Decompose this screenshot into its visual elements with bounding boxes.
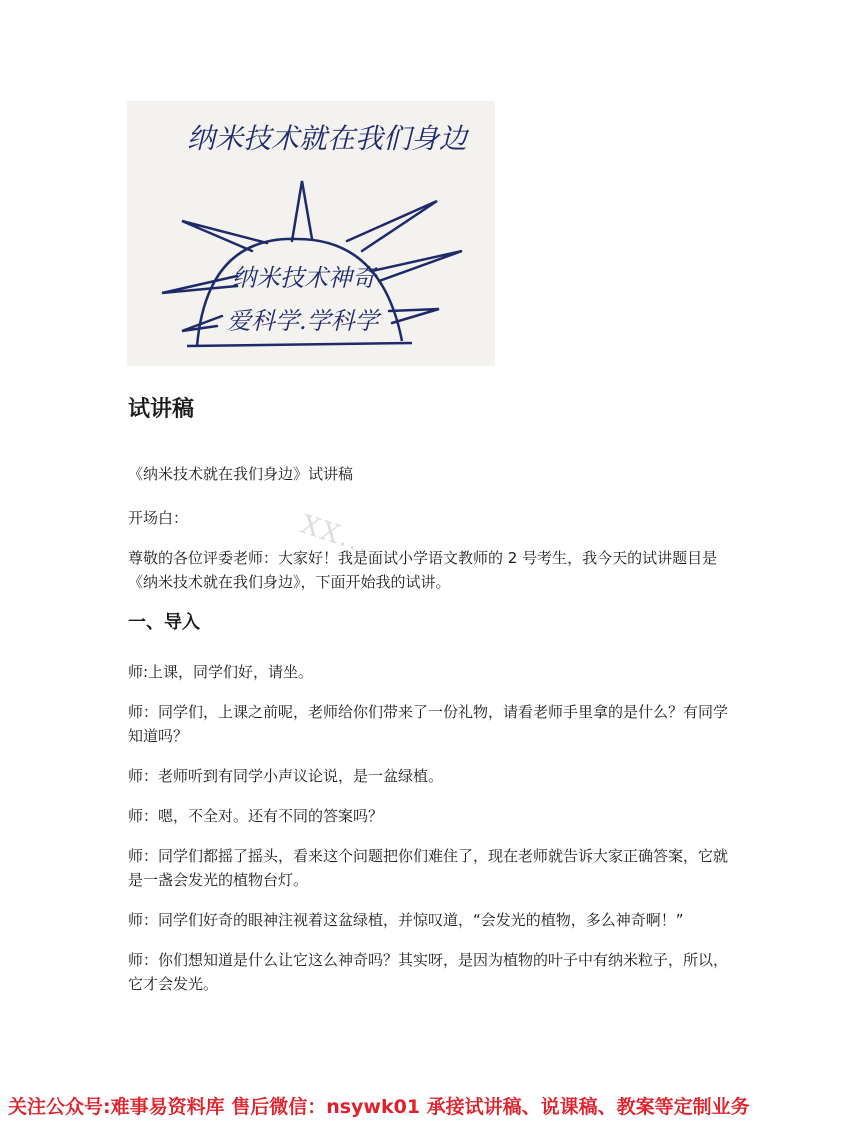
blackboard-photo: [127, 101, 495, 366]
opening-paragraph: 尊敬的各位评委老师：大家好！我是面试小学语文教师的 2 号考生，我今天的试讲题目是《纳米技术就在我们身边》，下面开始我的试讲。: [128, 549, 718, 591]
dialogue-line: 师：老师听到有同学小声议论说，是一盆绿植。: [128, 767, 444, 785]
board-middle-text: 纳米技术神奇: [232, 264, 376, 292]
page-title: 试讲稿: [128, 397, 195, 422]
footer-banner: 关注公众号:难事易资料库 售后微信：nsywk01 承接试讲稿、说课稿、教案等定制业务: [8, 1096, 750, 1118]
horizon-line: [187, 343, 412, 346]
opening-label: 开场白：: [128, 509, 189, 527]
section-heading-intro: 一、导入: [128, 612, 200, 633]
document-body: [128, 390, 728, 1012]
lesson-title: 《纳米技术就在我们身边》试讲稿: [128, 465, 354, 483]
dialogue-line: 师：你们想知道是什么让它这么神奇吗？其实呀，是因为植物的叶子中有纳米粒子，所以，它才会发光。: [128, 951, 729, 993]
dialogue-line: 师：同学们好奇的眼神注视着这盆绿植，并惊叹道，“会发光的植物，多么神奇啊！”: [128, 911, 684, 929]
dialogue-line: 师：同学们，上课之前呢，老师给你们带来了一份礼物，请看老师手里拿的是什么？有同学知道吗？: [128, 703, 729, 745]
dialogue-line: 师：同学们都摇了摇头，看来这个问题把你们难住了，现在老师就告诉大家正确答案，它就是一盏会发光的植物台灯。: [128, 847, 729, 889]
board-bottom-text: 爱科学.学科学: [227, 307, 379, 335]
dialogue-line: 师：嗯，不全对。还有不同的答案吗？: [128, 807, 384, 825]
dialogue-line: 师:上课，同学们好，请坐。: [128, 663, 314, 681]
sun-drawing: [127, 101, 495, 366]
board-top-text: 纳米技术就在我们身边: [187, 122, 468, 155]
watermark: XX...: [297, 509, 375, 561]
